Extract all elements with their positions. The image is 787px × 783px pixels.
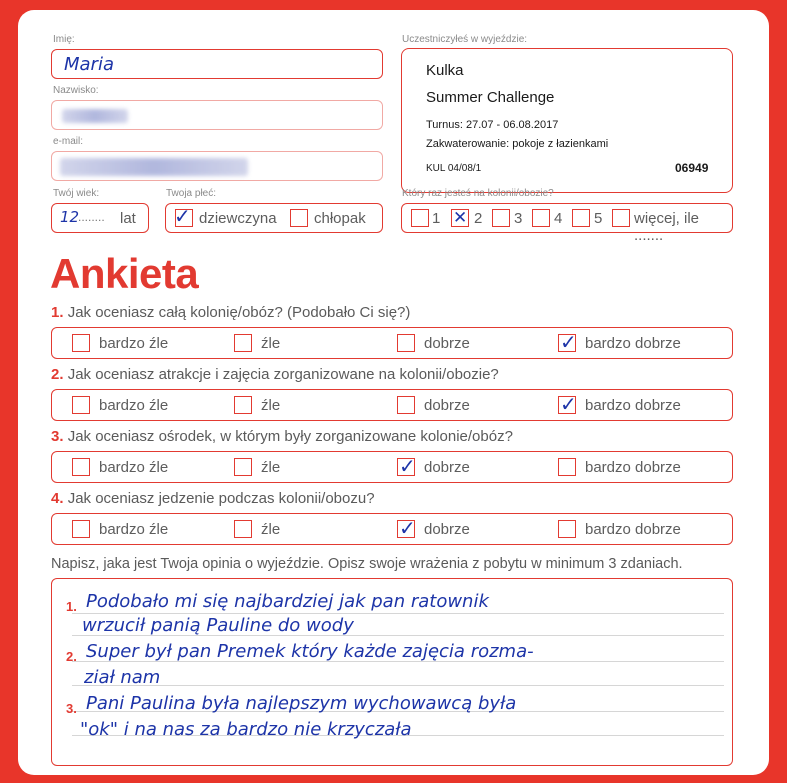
gender-female-label: dziewczyna bbox=[199, 210, 277, 227]
rating-option-label: dobrze bbox=[424, 335, 470, 352]
times-checkbox-3[interactable] bbox=[492, 209, 510, 227]
rating-checkbox[interactable] bbox=[72, 520, 90, 538]
age-label: Twój wiek: bbox=[53, 188, 100, 199]
rating-checkbox[interactable] bbox=[234, 520, 252, 538]
turnus-label: Turnus: bbox=[426, 119, 463, 131]
times-checkbox-more[interactable] bbox=[612, 209, 630, 227]
rating-checkbox[interactable] bbox=[397, 454, 416, 478]
x-mark-icon: ✕ bbox=[453, 208, 468, 228]
survey-sheet bbox=[18, 10, 769, 775]
name-label: Imię: bbox=[53, 34, 75, 45]
times-label-2: 2 bbox=[474, 210, 483, 227]
age-dots: ........ bbox=[78, 210, 105, 224]
question-3 bbox=[51, 428, 513, 445]
check-mark-icon: ✓ bbox=[560, 392, 577, 416]
question-1 bbox=[51, 304, 410, 321]
times-checkbox-1[interactable] bbox=[411, 209, 429, 227]
check-mark-icon: ✓ bbox=[560, 330, 577, 354]
rating-row-3 bbox=[51, 451, 733, 483]
rating-checkbox[interactable] bbox=[234, 334, 252, 352]
question-text: Jak oceniasz atrakcje i zajęcia zorganizowane na kolonii/obozie? bbox=[67, 366, 499, 383]
trip-name: Summer Challenge bbox=[426, 89, 555, 106]
rating-option-label: bardzo źle bbox=[99, 459, 169, 476]
check-mark-icon: ✓ bbox=[399, 454, 416, 478]
gender-label: Twoja płeć: bbox=[166, 188, 217, 199]
turnus-value: 27.07 - 06.08.2017 bbox=[465, 119, 559, 131]
name-field[interactable] bbox=[51, 49, 383, 79]
age-value: 12 bbox=[60, 208, 80, 226]
rating-checkbox[interactable] bbox=[558, 458, 576, 476]
opinion-prompt: Napisz, jaka jest Twoja opinia o wyjeździe. Opisz swoje wrażenia z pobytu w minimum 3 zdaniach. bbox=[51, 556, 683, 572]
rating-checkbox[interactable] bbox=[72, 458, 90, 476]
rating-option-label: bardzo źle bbox=[99, 335, 169, 352]
question-number: 2. bbox=[51, 366, 64, 383]
rating-option-label: bardzo źle bbox=[99, 397, 169, 414]
times-label-5: 5 bbox=[594, 210, 603, 227]
trip-code: KUL 04/08/1 bbox=[426, 163, 482, 174]
check-mark-icon: ✓ bbox=[174, 204, 191, 228]
surname-field[interactable] bbox=[51, 100, 383, 130]
trip-number: 06949 bbox=[675, 161, 709, 175]
email-field[interactable] bbox=[51, 151, 383, 181]
housing-label: Zakwaterowanie: bbox=[426, 138, 510, 150]
ruled-line bbox=[72, 613, 724, 614]
question-number: 3. bbox=[51, 428, 64, 445]
rating-checkbox[interactable] bbox=[558, 520, 576, 538]
question-number: 4. bbox=[51, 490, 64, 507]
times-checkbox-4[interactable] bbox=[532, 209, 550, 227]
gender-female-checkbox[interactable] bbox=[174, 204, 193, 228]
gender-male-label: chłopak bbox=[314, 210, 366, 227]
rating-checkbox[interactable] bbox=[397, 334, 415, 352]
rating-row-2 bbox=[51, 389, 733, 421]
opinion-number-3: 3. bbox=[66, 701, 77, 716]
opinion-line-3: Super był pan Premek który każde zajęcia rozma- bbox=[86, 641, 534, 662]
trip-card bbox=[401, 48, 733, 193]
rating-checkbox[interactable] bbox=[72, 396, 90, 414]
check-mark-icon: ✓ bbox=[399, 516, 416, 540]
name-value: Maria bbox=[64, 54, 114, 75]
gender-male-checkbox[interactable] bbox=[290, 209, 308, 227]
rating-option-label: bardzo dobrze bbox=[585, 335, 681, 352]
question-number: 1. bbox=[51, 304, 64, 321]
rating-checkbox[interactable] bbox=[558, 330, 577, 354]
question-text: Jak oceniasz ośrodek, w którym były zorganizowane kolonie/obóz? bbox=[67, 428, 513, 445]
rating-option-label: bardzo dobrze bbox=[585, 521, 681, 538]
opinion-line-6: "ok" i na nas za bardzo nie krzyczała bbox=[80, 719, 412, 740]
question-text: Jak oceniasz całą kolonię/obóz? (Podobało Ci się?) bbox=[67, 304, 411, 321]
rating-checkbox[interactable] bbox=[558, 392, 577, 416]
participant-label: Uczestniczyłeś w wyjeździe: bbox=[402, 34, 528, 45]
rating-option-label: źle bbox=[261, 335, 281, 352]
question-text: Jak oceniasz jedzenie podczas kolonii/obozu? bbox=[67, 490, 375, 507]
times-checkbox-2[interactable] bbox=[451, 209, 469, 227]
times-label-3: 3 bbox=[514, 210, 523, 227]
opinion-line-2: wrzucił panią Pauline do wody bbox=[82, 615, 354, 636]
rating-checkbox[interactable] bbox=[397, 396, 415, 414]
email-label: e-mail: bbox=[53, 136, 84, 147]
question-2 bbox=[51, 366, 499, 383]
rating-option-label: źle bbox=[261, 459, 281, 476]
times-field bbox=[401, 203, 733, 244]
gender-field bbox=[165, 203, 383, 233]
rating-option-label: bardzo dobrze bbox=[585, 397, 681, 414]
age-field[interactable] bbox=[51, 203, 149, 233]
times-label-more: więcej, ile ....... bbox=[634, 210, 700, 244]
times-label-4: 4 bbox=[554, 210, 563, 227]
times-checkbox-5[interactable] bbox=[572, 209, 590, 227]
ruled-line bbox=[72, 685, 724, 686]
rating-option-label: dobrze bbox=[424, 459, 470, 476]
rating-option-label: źle bbox=[261, 521, 281, 538]
surname-label: Nazwisko: bbox=[53, 85, 99, 96]
rating-option-label: bardzo źle bbox=[99, 521, 169, 538]
opinion-line-5: Pani Paulina była najlepszym wychowawcą była bbox=[86, 693, 517, 714]
rating-checkbox[interactable] bbox=[397, 516, 416, 540]
rating-option-label: bardzo dobrze bbox=[585, 459, 681, 476]
email-redacted bbox=[60, 158, 248, 176]
rating-checkbox[interactable] bbox=[234, 458, 252, 476]
rating-option-label: dobrze bbox=[424, 521, 470, 538]
question-4 bbox=[51, 490, 375, 507]
times-label-1: 1 bbox=[432, 210, 441, 227]
rating-row-4 bbox=[51, 513, 733, 545]
rating-option-label: dobrze bbox=[424, 397, 470, 414]
rating-checkbox[interactable] bbox=[72, 334, 90, 352]
rating-checkbox[interactable] bbox=[234, 396, 252, 414]
times-label: Który raz jesteś na kolonii/obozie? bbox=[402, 188, 554, 199]
opinion-number-2: 2. bbox=[66, 649, 77, 664]
rating-row-1 bbox=[51, 327, 733, 359]
rating-option-label: źle bbox=[261, 397, 281, 414]
opinion-line-4: ział nam bbox=[84, 667, 161, 688]
surname-redacted bbox=[62, 109, 128, 123]
survey-title: Ankieta bbox=[50, 250, 199, 297]
opinion-number-1: 1. bbox=[66, 599, 77, 614]
opinion-line-1: Podobało mi się najbardziej jak pan ratownik bbox=[86, 591, 489, 612]
trip-company: Kulka bbox=[426, 62, 464, 79]
opinion-textarea[interactable] bbox=[51, 578, 733, 766]
age-unit: lat bbox=[120, 210, 136, 227]
housing-value: pokoje z łazienkami bbox=[512, 138, 609, 150]
